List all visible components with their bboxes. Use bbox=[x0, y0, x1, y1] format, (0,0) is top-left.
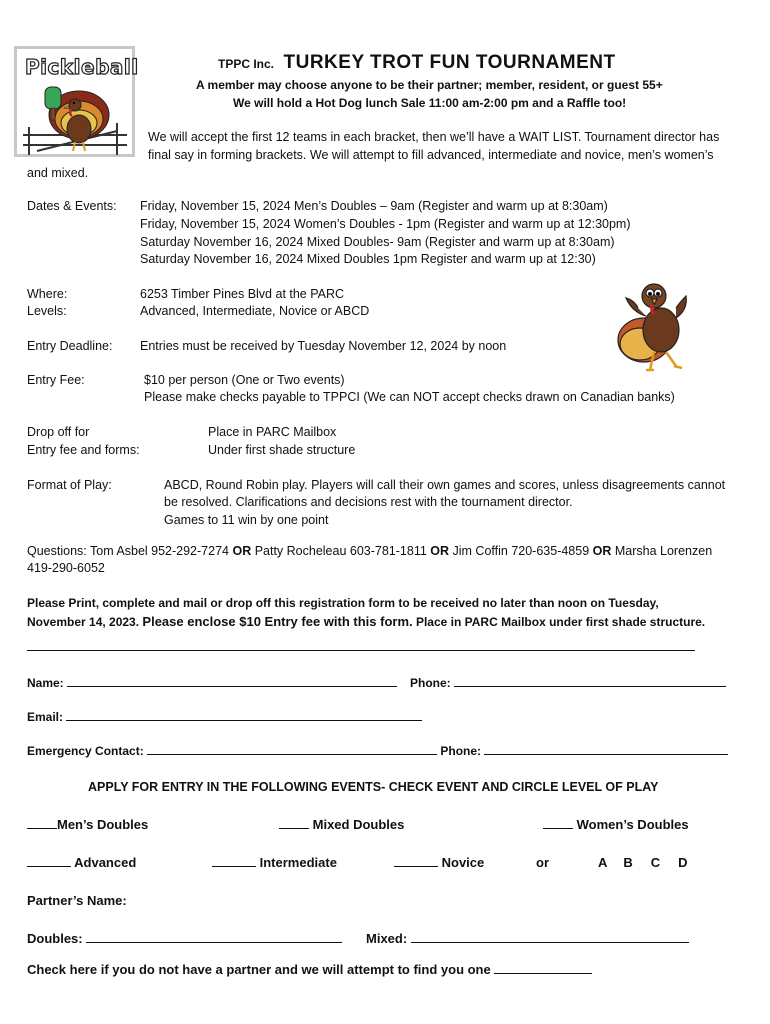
date-item: Saturday November 16, 2024 Mixed Doubles- 9am (Register and warm up at 8:30am) bbox=[140, 235, 615, 249]
levels-label: Levels: bbox=[27, 304, 67, 318]
email-label: Email: bbox=[27, 710, 67, 724]
question-contact: Jim Coffin 720-635-4859 bbox=[449, 544, 593, 558]
where-label: Where: bbox=[27, 287, 68, 301]
intro-line-2: final say in forming brackets. We will attempt to fill advanced, intermediate and novice, men’s women’s bbox=[148, 148, 714, 162]
level-intermediate bbox=[212, 855, 337, 870]
pickleball-turkey-logo bbox=[14, 46, 139, 157]
phone-field[interactable] bbox=[454, 675, 726, 687]
doubles-row bbox=[27, 931, 342, 946]
level-b[interactable]: B bbox=[623, 855, 633, 870]
event-mens bbox=[27, 817, 148, 832]
intro-line-3: and mixed. bbox=[27, 166, 89, 180]
apply-heading: APPLY FOR ENTRY IN THE FOLLOWING EVENTS- CHECK EVENT AND CIRCLE LEVEL OF PLAY bbox=[88, 780, 659, 794]
event-label: Men’s Doubles bbox=[57, 817, 149, 832]
levels-value: Advanced, Intermediate, Novice or ABCD bbox=[140, 304, 370, 318]
level-novice bbox=[394, 855, 484, 870]
doubles-label: Doubles: bbox=[27, 931, 87, 946]
instructions-line-1: Please Print, complete and mail or drop off this registration form to be received no later than noon on Tuesday, bbox=[27, 596, 659, 610]
mixed-checkbox[interactable] bbox=[279, 817, 309, 829]
where-value: 6253 Timber Pines Blvd at the PARC bbox=[140, 287, 345, 301]
event-label: Women’s Doubles bbox=[576, 817, 689, 832]
date-item: Friday, November 15, 2024 Women’s Doubles - 1pm (Register and warm up at 12:30pm) bbox=[140, 217, 631, 231]
event-womens bbox=[543, 817, 689, 832]
mixed-row bbox=[366, 931, 689, 946]
deadline-label: Entry Deadline: bbox=[27, 339, 113, 353]
emergency-row bbox=[27, 743, 728, 758]
intro-line-1: We will accept the first 12 teams in each bracket, then we’ll have a WAIT LIST. Tournament director has bbox=[148, 130, 720, 144]
mixed-partner-field[interactable] bbox=[411, 931, 689, 943]
phone-label: Phone: bbox=[410, 676, 454, 690]
event-mixed bbox=[279, 817, 404, 832]
event-label: Mixed Doubles bbox=[312, 817, 405, 832]
dropoff-label-1: Drop off for bbox=[27, 425, 90, 439]
fee-line-2: Please make checks payable to TPPCI (We can NOT accept checks drawn on Canadian banks) bbox=[144, 390, 675, 404]
mixed-label: Mixed: bbox=[366, 931, 411, 946]
fee-label: Entry Fee: bbox=[27, 373, 85, 387]
no-partner-checkbox[interactable] bbox=[494, 962, 592, 974]
questions-line-2: 419-290-6052 bbox=[27, 561, 105, 575]
format-label: Format of Play: bbox=[27, 478, 112, 492]
dropoff-label-2: Entry fee and forms: bbox=[27, 443, 140, 457]
level-c[interactable]: C bbox=[650, 855, 661, 870]
question-contact: Marsha Lorenzen bbox=[611, 544, 713, 558]
no-partner-text: Check here if you do not have a partner and we will attempt to find you one bbox=[27, 962, 495, 977]
instructions-date: November 14, 2023. bbox=[27, 615, 143, 629]
partner-label: Partner’s Name: bbox=[27, 893, 127, 908]
turkey-paddle-icon bbox=[17, 75, 132, 155]
novice-checkbox[interactable] bbox=[394, 855, 438, 867]
emergency-field[interactable] bbox=[147, 743, 437, 755]
level-advanced bbox=[27, 855, 136, 870]
instructions-place: Place in PARC Mailbox under first shade structure. bbox=[412, 615, 706, 629]
dancing-turkey-icon bbox=[606, 270, 706, 378]
abcd-levels bbox=[598, 855, 688, 870]
emergency-phone-label: Phone: bbox=[437, 744, 485, 758]
name-row bbox=[27, 675, 397, 690]
question-contact: Questions: Tom Asbel 952-292-7274 bbox=[27, 544, 233, 558]
dropoff-value-1: Place in PARC Mailbox bbox=[208, 425, 337, 439]
fee-line-1: $10 per person (One or Two events) bbox=[144, 373, 345, 387]
deadline-value: Entries must be received by Tuesday November 12, 2024 by noon bbox=[140, 339, 507, 353]
date-item: Friday, November 15, 2024 Men’s Doubles – 9am (Register and warm up at 8:30am) bbox=[140, 199, 608, 213]
header-line-1: A member may choose anyone to be their partner; member, resident, or guest 55+ bbox=[196, 78, 663, 92]
level-a[interactable]: A bbox=[598, 855, 608, 870]
no-partner-row bbox=[27, 962, 592, 977]
level-label: Intermediate bbox=[259, 855, 337, 870]
or-separator: OR bbox=[232, 544, 252, 558]
or-separator: OR bbox=[592, 544, 612, 558]
instructions-line-2 bbox=[27, 614, 705, 629]
section-divider bbox=[27, 650, 695, 651]
dates-label: Dates & Events: bbox=[27, 199, 117, 213]
womens-checkbox[interactable] bbox=[543, 817, 573, 829]
date-item: Saturday November 16, 2024 Mixed Doubles 1pm Register and warm up at 12:30) bbox=[140, 252, 596, 266]
format-line-1: ABCD, Round Robin play. Players will call their own games and scores, unless disagreements cannot bbox=[164, 478, 726, 492]
or-text: or bbox=[536, 855, 549, 870]
phone-row bbox=[410, 675, 726, 690]
tournament-title: TURKEY TROT FUN TOURNAMENT bbox=[283, 52, 616, 73]
level-label: Advanced bbox=[74, 855, 137, 870]
name-label: Name: bbox=[27, 676, 68, 690]
or-separator: OR bbox=[430, 544, 450, 558]
name-field[interactable] bbox=[67, 675, 397, 687]
doubles-partner-field[interactable] bbox=[86, 931, 342, 943]
header-line-2: We will hold a Hot Dog lunch Sale 11:00 am-2:00 pm and a Raffle too! bbox=[233, 96, 627, 110]
question-contact: Patty Rocheleau 603-781-1811 bbox=[251, 544, 431, 558]
email-row bbox=[27, 709, 422, 724]
format-line-2: be resolved. Clarifications and decisions rest with the tournament director. bbox=[164, 495, 573, 509]
instructions-fee: Please enclose $10 Entry fee with this form. bbox=[142, 614, 413, 629]
level-d[interactable]: D bbox=[678, 855, 688, 870]
org-name: TPPC Inc. bbox=[218, 57, 275, 71]
mens-checkbox[interactable] bbox=[27, 817, 57, 829]
advanced-checkbox[interactable] bbox=[27, 855, 71, 867]
dropoff-value-2: Under first shade structure bbox=[208, 443, 356, 457]
email-field[interactable] bbox=[66, 709, 422, 721]
emergency-label: Emergency Contact: bbox=[27, 744, 148, 758]
intermediate-checkbox[interactable] bbox=[212, 855, 256, 867]
header-title-line bbox=[218, 52, 616, 74]
emergency-phone-field[interactable] bbox=[484, 743, 728, 755]
level-label: Novice bbox=[441, 855, 485, 870]
format-line-3: Games to 11 win by one point bbox=[164, 513, 329, 527]
logo-text: Pickleball bbox=[25, 55, 139, 79]
questions-line-1 bbox=[27, 544, 712, 558]
